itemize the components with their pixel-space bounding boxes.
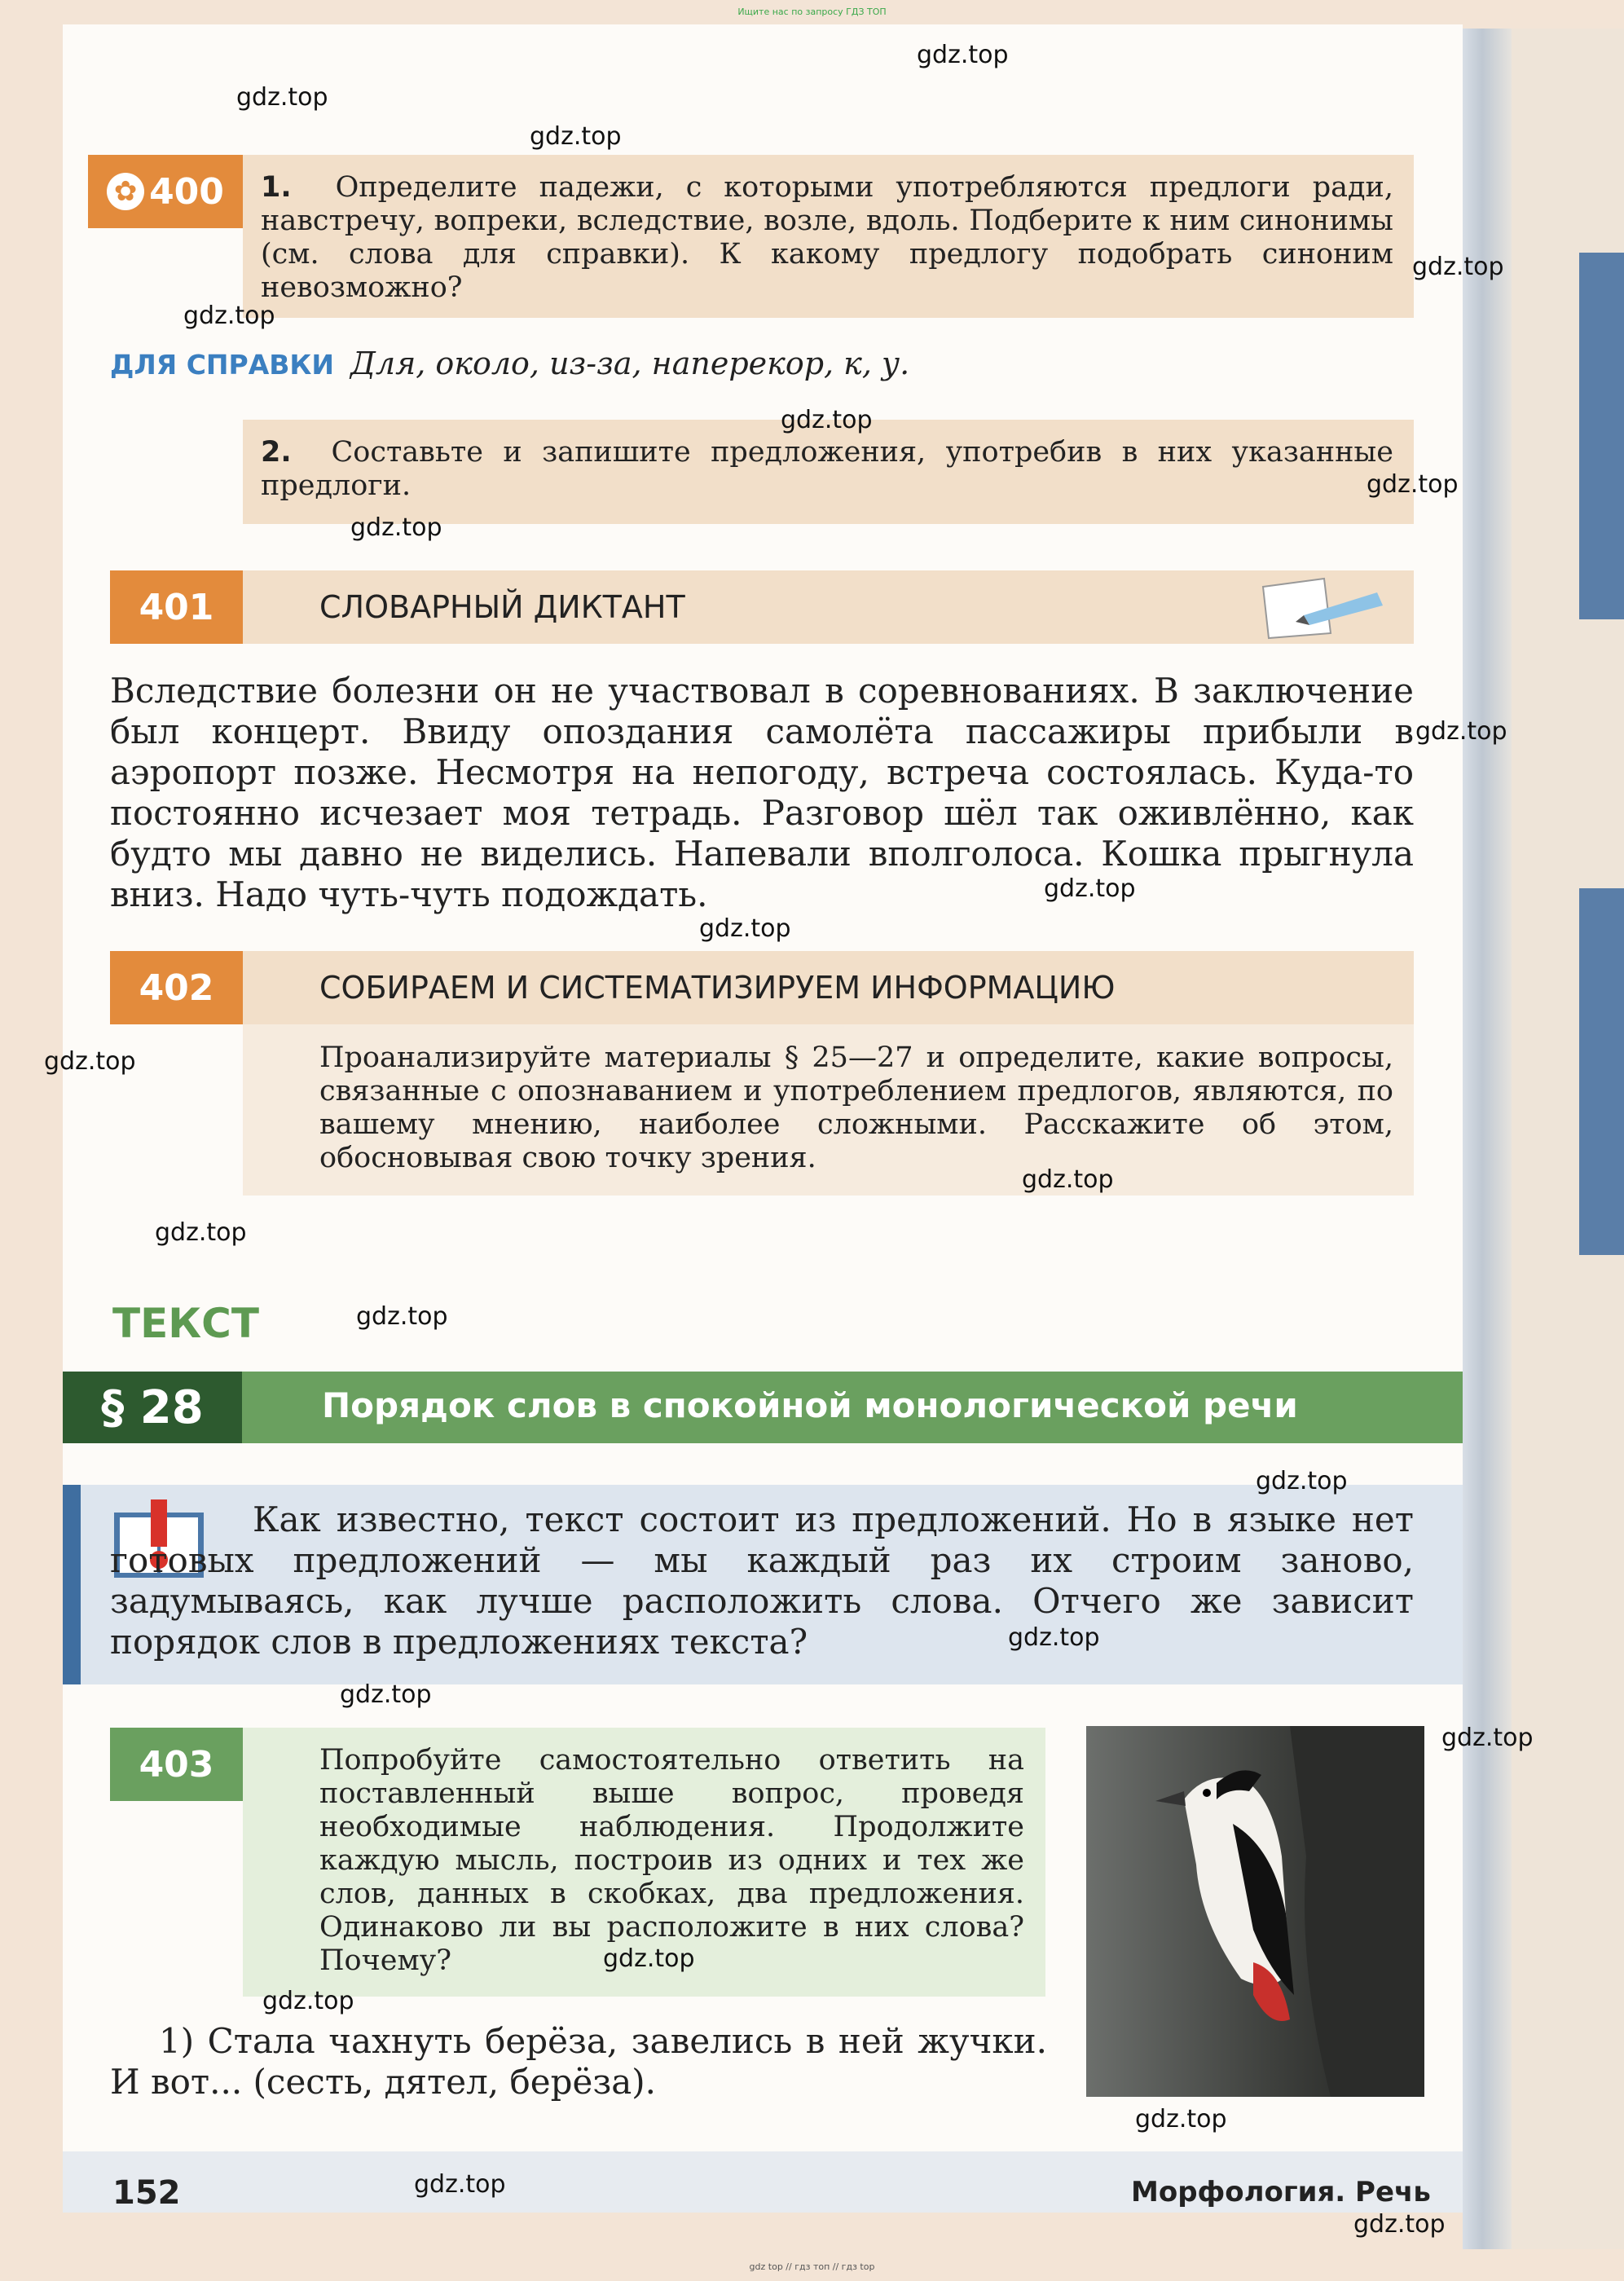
watermark: gdz.top xyxy=(1353,2210,1446,2239)
dictation-icon xyxy=(1259,575,1385,640)
watermark: gdz.top xyxy=(350,513,442,542)
watermark: gdz.top xyxy=(1441,1724,1534,1752)
flower-icon: ✿ xyxy=(107,173,144,210)
page-number: 152 xyxy=(112,2174,181,2212)
watermark: gdz.top xyxy=(1135,2105,1227,2133)
watermark: gdz.top xyxy=(183,302,275,330)
exercise-401-text: Вследствие болезни он не участвовал в соревнованиях. В заключение был концерт. Ввиду опоздания самолёта пассажиры прибыли в аэропорт позже. Несмотря на непогоду, встреча состоялась. Куда-то постоянно исчезает моя тетрадь. Разговор шёл так оживлённо, как будто мы давно не виделись. Напевали вполголоса. Кошка прыгнула вниз. Надо чуть-чуть подождать. xyxy=(110,671,1414,914)
watermark: gdz.top xyxy=(356,1302,448,1331)
paragraph-number: § 28 xyxy=(63,1372,242,1443)
task1-text: Определите падежи, с которыми употребляются предлоги ради, навстречу, вопреки, вследствие, возле, вдоль. Подберите к ним синонимы (см. слова для справки). К какому предлогу подобрать синоним невозможно? xyxy=(261,171,1393,304)
section-label: ТЕКСТ xyxy=(112,1300,259,1347)
watermark: gdz.top xyxy=(414,2170,506,2199)
watermark: gdz.top xyxy=(44,1047,136,1076)
exercise-401-number: 401 xyxy=(110,570,243,644)
chapter-title: Морфология. Речь xyxy=(1131,2176,1431,2208)
edge-tab xyxy=(1579,888,1624,1255)
watermark: gdz.top xyxy=(1256,1467,1348,1495)
exercise-402-number: 402 xyxy=(110,951,243,1024)
reference-label: ДЛЯ СПРАВКИ xyxy=(110,349,335,381)
watermark: gdz.top xyxy=(781,406,873,434)
info-block-bar xyxy=(63,1485,81,1684)
woodpecker-photo xyxy=(1086,1726,1424,2097)
exercise-400-number: ✿ 400 xyxy=(88,155,243,228)
exercise-400-task1: 1. Определите падежи, с которыми употребляются предлоги ради, навстречу, вопреки, вследствие, возле, вдоль. Подберите к ним синонимы (см. слова для справки). К какому предлогу подобрать синоним невозможно? xyxy=(261,171,1393,304)
exercise-403-text: Попробуйте самостоятельно ответить на поставленный выше вопрос, проведя необходимые наблюдения. Продолжите каждую мысль, построив из одних и тех же слов, данных в скобках, два предложения. Одинаково ли вы расположите в них слова? Почему? xyxy=(319,1744,1024,1977)
top-search-link[interactable]: Ищите нас по запросу ГДЗ ТОП xyxy=(737,7,887,17)
watermark: gdz.top xyxy=(1415,717,1507,746)
exercise-402-text: Проанализируйте материалы § 25—27 и определите, какие вопросы, связанные с опознаванием и употреблением предлогов, являются, по вашему мнению, наиболее сложными. Расскажите об этом, обосновывая свою точку зрения. xyxy=(319,1041,1393,1174)
watermark: gdz.top xyxy=(917,41,1009,69)
book-spine xyxy=(1463,29,1512,2249)
exercise-403-item1: 1) Стала чахнуть берёза, завелись в ней жучки. И вот... (сесть, дятел, берёза). xyxy=(110,2021,1047,2102)
watermark: gdz.top xyxy=(1022,1165,1114,1194)
reference-text: Для, около, из-за, наперекор, к, у. xyxy=(350,346,910,381)
watermark: gdz.top xyxy=(1367,470,1459,499)
exercise-400-task2: 2. Составьте и запишите предложения, употребив в них указанные предлоги. xyxy=(261,436,1393,502)
watermark: gdz.top xyxy=(603,1944,695,1973)
watermark: gdz.top xyxy=(262,1987,354,2015)
watermark: gdz.top xyxy=(236,83,328,112)
watermark: gdz.top xyxy=(1044,874,1136,903)
info-text: Как известно, текст состоит из предложений. Но в языке нет готовых предложений — мы каждый раз их строим заново, задумываясь, как лучше расположить слова. Отчего же зависит порядок слов в предложениях текста? xyxy=(110,1499,1414,1662)
exercise-402-heading: СОБИРАЕМ И СИСТЕМАТИЗИРУЕМ ИНФОРМАЦИЮ xyxy=(319,970,1116,1006)
watermark: gdz.top xyxy=(1008,1623,1100,1652)
section-title: Порядок слов в спокойной монологической речи xyxy=(322,1385,1298,1425)
bottom-links[interactable]: gdz top // гдз топ // гдз top xyxy=(749,2261,875,2272)
watermark: gdz.top xyxy=(340,1680,432,1709)
watermark: gdz.top xyxy=(530,122,622,151)
exercise-403-number: 403 xyxy=(110,1728,243,1801)
watermark: gdz.top xyxy=(1412,253,1504,281)
watermark: gdz.top xyxy=(699,914,791,943)
watermark: gdz.top xyxy=(155,1218,247,1247)
edge-tab xyxy=(1579,253,1624,619)
exercise-401-heading: СЛОВАРНЫЙ ДИКТАНТ xyxy=(319,589,685,625)
